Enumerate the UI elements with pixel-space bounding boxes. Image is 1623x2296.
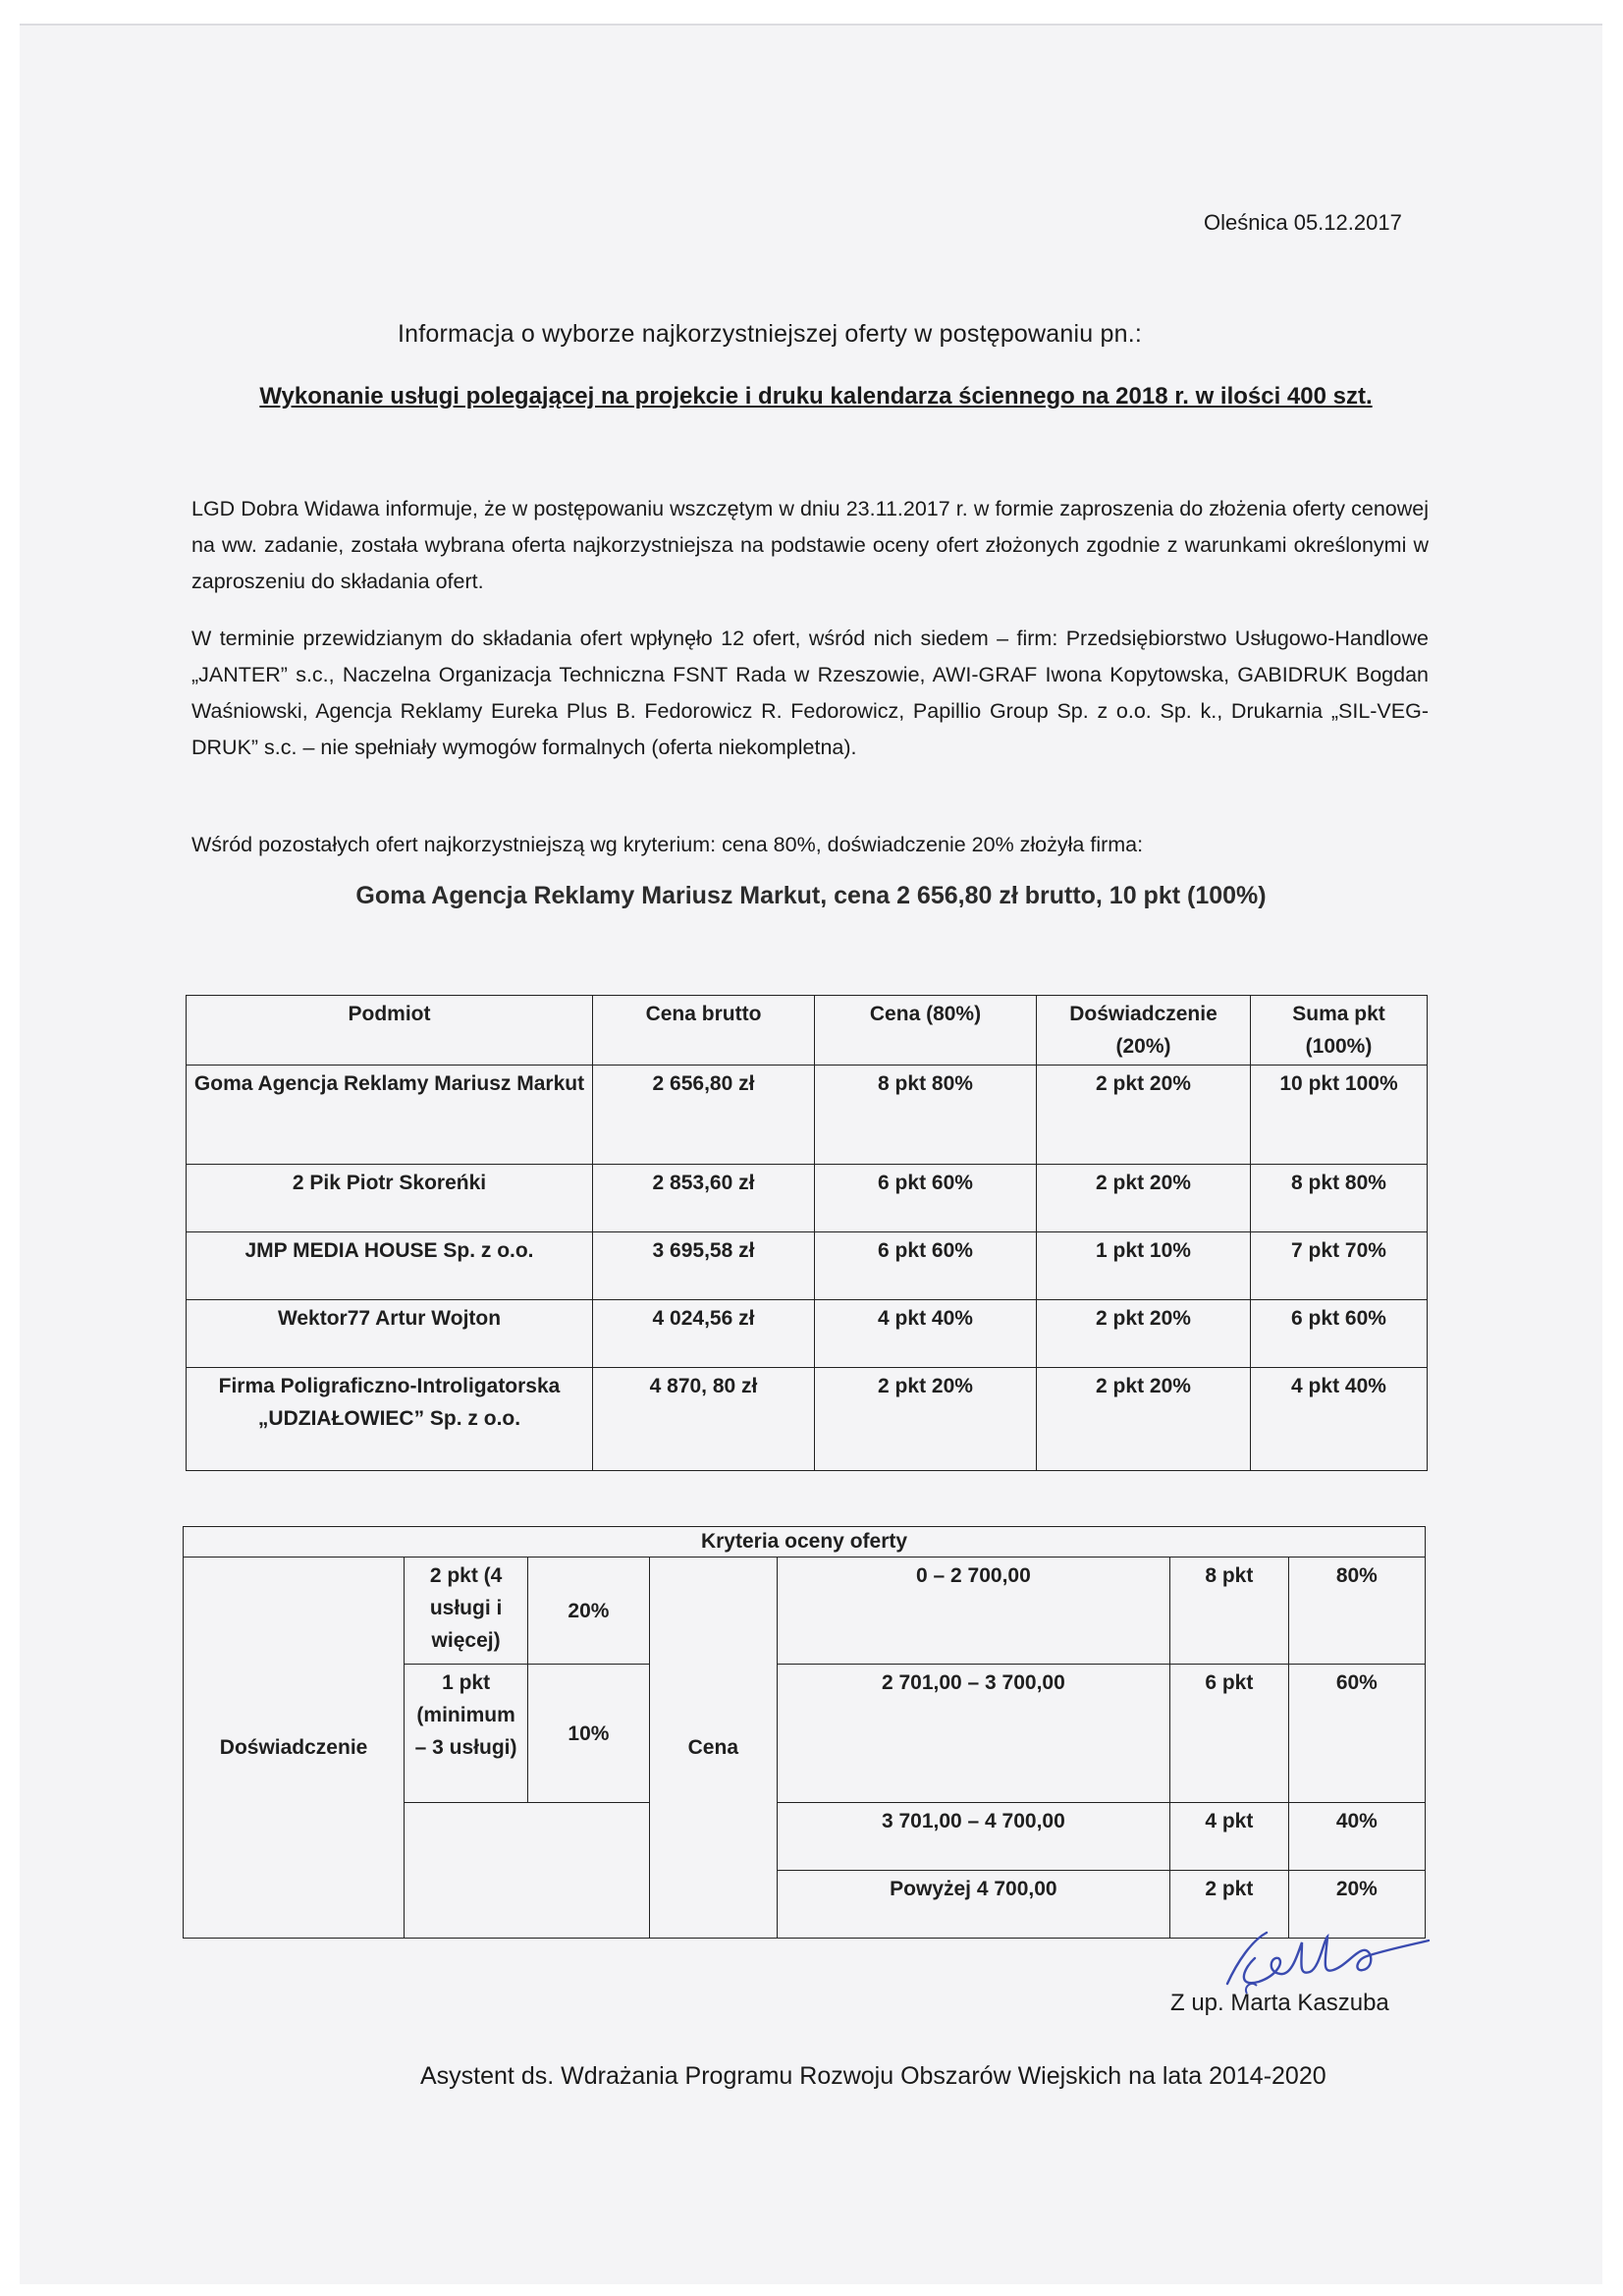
- header-cell: Suma pkt (100%): [1251, 996, 1428, 1066]
- signatory-name: Z up. Marta Kaszuba: [1170, 1990, 1389, 2016]
- document-date: Oleśnica 05.12.2017: [1204, 210, 1402, 235]
- table-row: [187, 1232, 1428, 1300]
- criteria-title: Kryteria oceny oferty: [184, 1527, 1426, 1558]
- table-cell: 2 pkt 20%: [1037, 1300, 1251, 1368]
- empty-cell: [405, 1803, 650, 1939]
- paragraph-intro: LGD Dobra Widawa informuje, że w postępowaniu wszczętym w dniu 23.11.2017 r. w formie zaproszenia do złożenia oferty cenowej na ww. zadanie, została wybrana oferta najkorzystniejsza na podstawie oceny ofert złożonych zgodnie z warunkami określonymi w zaproszeniu do składania ofert.: [191, 497, 1429, 593]
- table-cell: 2 Pik Piotr Skoreńki: [187, 1165, 593, 1232]
- table-cell: 8 pkt 80%: [815, 1066, 1037, 1165]
- table-cell: JMP MEDIA HOUSE Sp. z o.o.: [187, 1232, 593, 1300]
- table-cell: Wektor77 Artur Wojton: [187, 1300, 593, 1368]
- price-points: 8 pkt: [1169, 1558, 1288, 1665]
- price-points: 6 pkt: [1169, 1665, 1288, 1803]
- price-points: 4 pkt: [1169, 1803, 1288, 1871]
- table-row: [187, 1368, 1428, 1471]
- table-row: [184, 1558, 1426, 1665]
- table-row: [187, 1165, 1428, 1232]
- price-percent: 60%: [1288, 1665, 1425, 1803]
- table-cell: 2 pkt 20%: [815, 1368, 1037, 1471]
- procurement-subject: Wykonanie usługi polegającej na projekcie i druku kalendarza ściennego na 2018 r. w ilości 400 szt.: [259, 383, 1373, 410]
- table-cell: 2 pkt 20%: [1037, 1165, 1251, 1232]
- price-label: Cena: [649, 1558, 777, 1939]
- offers-table-header-row: [187, 996, 1428, 1066]
- experience-points: 2 pkt (4 usługi i więcej): [405, 1558, 528, 1665]
- table-cell: 2 656,80 zł: [593, 1066, 815, 1165]
- winning-offer: Goma Agencja Reklamy Mariusz Markut, cena 2 656,80 zł brutto, 10 pkt (100%): [355, 882, 1267, 909]
- price-points: 2 pkt: [1169, 1871, 1288, 1939]
- experience-points: 1 pkt (minimum – 3 usługi): [405, 1665, 528, 1803]
- signature-stroke: [1227, 1933, 1429, 1984]
- table-cell: 10 pkt 100%: [1251, 1066, 1428, 1165]
- table-cell: 2 pkt 20%: [1037, 1066, 1251, 1165]
- price-range: 3 701,00 – 4 700,00: [777, 1803, 1169, 1871]
- paragraph-rejected-offers: W terminie przewidzianym do składania ofert wpłynęło 12 ofert, wśród nich siedem – firm: Przedsiębiorstwo Usługowo-Handlowe „JANTER” s.c., Naczelna Organizacja Techniczna FSNT Rada w Rzeszowie, AWI-GRAF Iwona Kopytowska, GABIDRUK Bogdan Waśniowski, Agencja Reklamy Eureka Plus B. Fedorowicz R. Fedorowicz, Papillio Group Sp. z o.o. Sp. k., Drukarnia „SIL-VEG-DRUK” s.c. – nie spełniały wymogów formalnych (oferta niekompletna).: [191, 627, 1429, 759]
- header-cell: Cena (80%): [815, 996, 1037, 1066]
- table-cell: 6 pkt 60%: [815, 1232, 1037, 1300]
- experience-percent: 10%: [528, 1665, 650, 1803]
- table-cell: 2 pkt 20%: [1037, 1368, 1251, 1471]
- table-cell: Firma Poligraficzno-Introligatorska „UDZIAŁOWIEC” Sp. z o.o.: [187, 1368, 593, 1471]
- price-range: 2 701,00 – 3 700,00: [777, 1665, 1169, 1803]
- table-row: [187, 1300, 1428, 1368]
- table-cell: 6 pkt 60%: [815, 1165, 1037, 1232]
- criteria-table: [183, 1526, 1426, 1939]
- experience-percent: 20%: [528, 1558, 650, 1665]
- paragraph-criteria: Wśród pozostałych ofert najkorzystniejszą wg kryterium: cena 80%, doświadczenie 20% złożyła firma:: [191, 833, 1144, 856]
- price-percent: 40%: [1288, 1803, 1425, 1871]
- table-cell: 2 853,60 zł: [593, 1165, 815, 1232]
- table-row: [187, 1066, 1428, 1165]
- header-cell: Cena brutto: [593, 996, 815, 1066]
- offers-table: [186, 995, 1428, 1471]
- header-cell: Doświadczenie (20%): [1037, 996, 1251, 1066]
- table-cell: 7 pkt 70%: [1251, 1232, 1428, 1300]
- experience-label: Doświadczenie: [184, 1558, 405, 1939]
- table-cell: 4 pkt 40%: [1251, 1368, 1428, 1471]
- price-percent: 80%: [1288, 1558, 1425, 1665]
- price-range: Powyżej 4 700,00: [777, 1871, 1169, 1939]
- criteria-title-row: [184, 1527, 1426, 1558]
- table-cell: 6 pkt 60%: [1251, 1300, 1428, 1368]
- table-cell: 8 pkt 80%: [1251, 1165, 1428, 1232]
- header-cell: Podmiot: [187, 996, 593, 1066]
- table-cell: Goma Agencja Reklamy Mariusz Markut: [187, 1066, 593, 1165]
- table-cell: 4 870, 80 zł: [593, 1368, 815, 1471]
- table-cell: 4 pkt 40%: [815, 1300, 1037, 1368]
- table-cell: 3 695,58 zł: [593, 1232, 815, 1300]
- signatory-position: Asystent ds. Wdrażania Programu Rozwoju Obszarów Wiejskich na lata 2014-2020: [420, 2062, 1326, 2090]
- price-percent: 20%: [1288, 1871, 1425, 1939]
- table-cell: 1 pkt 10%: [1037, 1232, 1251, 1300]
- price-range: 0 – 2 700,00: [777, 1558, 1169, 1665]
- table-cell: 4 024,56 zł: [593, 1300, 815, 1368]
- document-heading: Informacja o wyborze najkorzystniejszej oferty w postępowaniu pn.:: [398, 320, 1142, 348]
